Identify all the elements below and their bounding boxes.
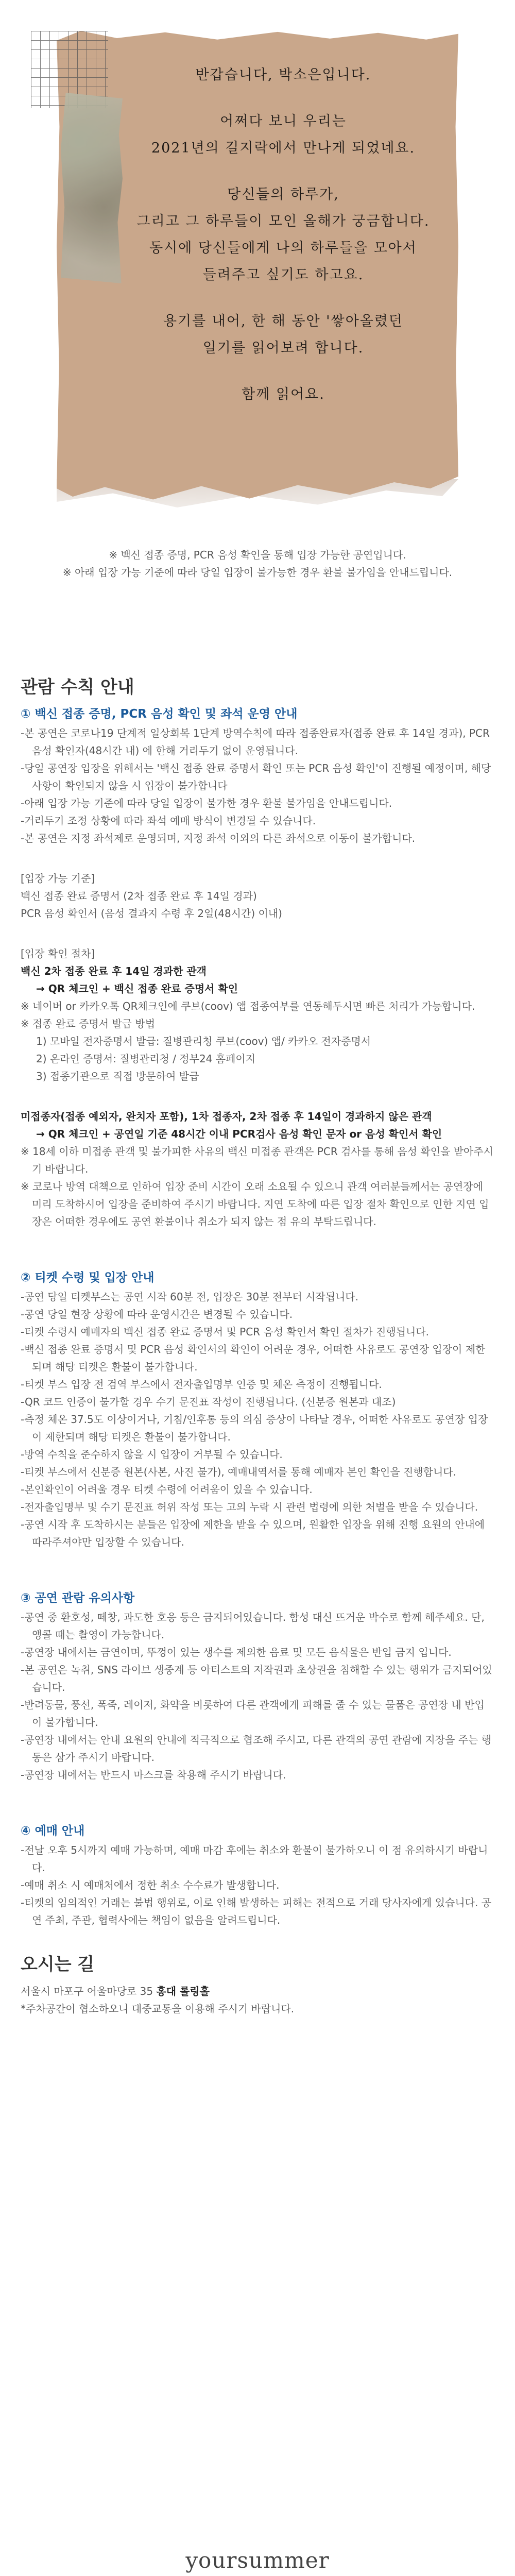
rule-item: -측정 체온 37.5도 이상이거나, 기침/인후통 등의 의심 증상이 나타날 경우, 어떠한 사유로도 공연장 입장이 제한되며 해당 티켓은 환불이 불가합니다. bbox=[21, 1413, 488, 1443]
rule-item: -QR 코드 인증이 불가할 경우 수기 문진표 작성이 진행됩니다. (신분증 원본과 대조) bbox=[21, 1396, 396, 1408]
torn-photo-decoration bbox=[61, 93, 123, 283]
entry-criteria-title: [입장 가능 기준] bbox=[21, 872, 95, 885]
venue-name: 홍대 롤링홀 bbox=[156, 1985, 210, 1997]
rule-item: -당일 공연장 입장을 위해서는 '백신 접종 완료 증명서 확인 또는 PCR 음성 확인'이 진행될 예정이며, 해당 사항이 확인되지 않을 시 입장이 불가합니다 bbox=[21, 762, 491, 792]
letter-line: 반갑습니다, 박소은입니다. bbox=[195, 67, 371, 83]
rule-item: -공연장 내에서는 안내 요원의 안내에 적극적으로 협조해 주시고, 다른 관객의 공연 관람에 지장을 주는 행동은 삼가 주시기 바랍니다. bbox=[21, 1734, 492, 1764]
letter-line: 동시에 당신들에게 나의 하루들을 모아서 bbox=[149, 240, 417, 256]
procedure-note: ※ 18세 이하 미접종 관객 및 불가피한 사유의 백신 미접종 관객은 PCR 검사를 통해 음성 확인을 받아주시기 바랍니다. bbox=[21, 1145, 494, 1175]
letter-line: 들려주고 싶기도 하고요. bbox=[202, 267, 364, 283]
hero-letter-image bbox=[0, 0, 515, 536]
entry-notice bbox=[0, 546, 515, 581]
letter-paragraph bbox=[129, 108, 438, 162]
letter-line: 당신들의 하루가, bbox=[227, 187, 339, 202]
rule-item: -공연장 내에서는 반드시 마스크를 착용해 주시기 바랍니다. bbox=[21, 1769, 286, 1781]
notice-line: ※ 아래 입장 가능 기준에 따라 당일 입장이 불가능한 경우 환불 불가임을 안내드립니다. bbox=[62, 566, 453, 579]
rule-item: -티켓 부스에서 신분증 원본(사본, 사진 불가), 예매내역서를 통해 예매자 본인 확인을 진행합니다. bbox=[21, 1466, 456, 1478]
letter-paragraph bbox=[129, 181, 438, 289]
letter-line: 용기를 내어, 한 해 동안 '쌓아올렸던 bbox=[163, 313, 404, 329]
section-4-title: ④ 예매 안내 bbox=[21, 1824, 85, 1838]
procedure-method: 1) 모바일 전자증명서 발급: 질병관리청 쿠브(coov) 앱/ 카카오 전자증명서 bbox=[36, 1035, 371, 1047]
viewing-rules bbox=[21, 675, 494, 2018]
section-1-title: ① 백신 접종 증명, PCR 음성 확인 및 좌석 운영 안내 bbox=[21, 707, 298, 721]
procedure-method: 3) 접종기관으로 직접 방문하여 발급 bbox=[36, 1070, 199, 1082]
letter-line: 그리고 그 하루들이 모인 올해가 궁금합니다. bbox=[136, 213, 430, 229]
letter-line: 일기를 읽어보려 합니다. bbox=[202, 340, 364, 356]
section-2-title: ② 티켓 수령 및 입장 안내 bbox=[21, 1271, 154, 1284]
letter-line: 2021년의 길지락에서 만나게 되었네요. bbox=[151, 140, 416, 156]
address-text: 서울시 마포구 어울마당로 35 bbox=[21, 1985, 157, 1997]
entry-criteria-item: 백신 접종 완료 증명서 (2차 접종 완료 후 14일 경과) bbox=[21, 890, 257, 902]
rule-item: -방역 수칙을 준수하지 않을 시 입장이 거부될 수 있습니다. bbox=[21, 1448, 283, 1461]
section-3-title: ③ 공연 관람 유의사항 bbox=[21, 1591, 135, 1605]
rule-item: -공연 당일 현장 상황에 따라 운영시간은 변경될 수 있습니다. bbox=[21, 1308, 293, 1320]
letter-line: 어쩌다 보니 우리는 bbox=[220, 113, 347, 129]
rule-item: -티켓 수령시 예매자의 백신 접종 완료 증명서 및 PCR 음성 확인서 확인 절차가 진행됩니다. bbox=[21, 1326, 430, 1338]
rule-item: -본 공연은 지정 좌석제로 운영되며, 지정 좌석 이외의 다른 좌석으로 이동이 불가합니다. bbox=[21, 832, 416, 844]
rule-item: -반려동물, 풍선, 폭죽, 레이저, 화약을 비롯하여 다른 관객에게 피해를 줄 수 있는 물품은 공연장 내 반입이 불가합니다. bbox=[21, 1699, 485, 1728]
rules-title: 관람 수칙 안내 bbox=[21, 677, 134, 698]
letter-paragraph bbox=[129, 62, 438, 89]
rule-item: -공연 당일 티켓부스는 공연 시작 60분 전, 입장은 30분 전부터 시작됩니다. bbox=[21, 1291, 359, 1303]
rule-item: -공연 시작 후 도착하시는 분들은 입장에 제한을 받을 수 있으며, 원활한 입장을 위해 진행 요원의 안내에 따라주셔야만 입장할 수 있습니다. bbox=[21, 1518, 485, 1548]
procedure-note: ※ 코로나 방역 대책으로 인하여 입장 준비 시간이 오래 소요될 수 있으니 관객 여러분들께서는 공연장에 미리 도착하시어 입장을 준비하여 주시기 바랍니다. 지연 도착에 따른 입장 절차 확인으로 인한 지연 입장은 어떠한 경우에도 공연 환불이나 취소가 되지 않는 점 유의 부탁드립니다. bbox=[21, 1180, 489, 1228]
rule-item: -예매 취소 시 예매처에서 정한 취소 수수료가 발생합니다. bbox=[21, 1879, 280, 1891]
procedure-strong-line: 백신 2차 접종 완료 후 14일 경과한 관객 bbox=[21, 965, 207, 977]
parking-note: *주차공간이 협소하오니 대중교통을 이용해 주시기 바랍니다. bbox=[21, 2003, 295, 2015]
rule-item: -공연장 내에서는 금연이며, 뚜껑이 있는 생수를 제외한 음료 및 모든 음식물은 반입 금지 입니다. bbox=[21, 1646, 452, 1658]
procedure-strong-line: → QR 체크인 + 공연일 기준 48시간 이내 PCR검사 음성 확인 문자 or 음성 확인서 확인 bbox=[36, 1128, 442, 1140]
procedure-note: ※ 네이버 or 카카오톡 QR체크인에 쿠브(coov) 앱 접종여부를 연동해두시면 빠른 처리가 가능합니다. bbox=[21, 1000, 475, 1012]
rule-item: -본인확인이 어려울 경우 티켓 수령에 어려움이 있을 수 있습니다. bbox=[21, 1483, 313, 1496]
entry-procedure-title: [입장 확인 절차] bbox=[21, 947, 95, 960]
rule-item: -전자출입명부 및 수기 문진표 허위 작성 또는 고의 누락 시 관련 법령에 의한 처벌을 받을 수 있습니다. bbox=[21, 1501, 478, 1513]
rule-item: -티켓 부스 입장 전 검역 부스에서 전자출입명부 인증 및 체온 측정이 진행됩니다. bbox=[21, 1378, 382, 1391]
letter-paragraph bbox=[129, 308, 438, 362]
procedure-strong-line: 미접종자(접종 예외자, 완치자 포함), 1차 접종자, 2차 접종 후 14일이 경과하지 않은 관객 bbox=[21, 1110, 432, 1123]
directions-title: 오시는 길 bbox=[21, 1954, 95, 1975]
rule-item: -티켓의 임의적인 거래는 불법 행위로, 이로 인해 발생하는 피해는 전적으로 거래 당사자에게 있습니다. 공연 주최, 주관, 협력사에는 책임이 없음을 알려드립니다. bbox=[21, 1896, 492, 1926]
rule-item: -본 공연은 코로나19 단계적 일상회복 1단계 방역수칙에 따라 접종완료자(접종 완료 후 14일 경과), PCR 음성 확인자(48시간 내) 에 한해 거리두기 없이 운영됩니다. bbox=[21, 727, 490, 757]
letter-paragraph bbox=[129, 381, 438, 408]
entry-criteria-item: PCR 음성 확인서 (음성 결과지 수령 후 2일(48시간) 이내) bbox=[21, 907, 282, 920]
procedure-note: ※ 접종 완료 증명서 발급 방법 bbox=[21, 1018, 156, 1030]
venue-address bbox=[21, 1982, 494, 2000]
rule-item: -공연 중 환호성, 떼창, 과도한 호응 등은 금지되어있습니다. 함성 대신 뜨거운 박수로 함께 해주세요. 단, 앵콜 때는 촬영이 가능합니다. bbox=[21, 1611, 485, 1641]
rule-item: -아래 입장 가능 기준에 따라 당일 입장이 불가한 경우 환불 불가임을 안내드립니다. bbox=[21, 797, 392, 809]
rule-item: -전날 오후 5시까지 예매 가능하며, 예매 마감 후에는 취소와 환불이 불가하오니 이 점 유의하시기 바랍니다. bbox=[21, 1844, 488, 1874]
rule-item: -거리두기 조정 상황에 따라 좌석 예매 방식이 변경될 수 있습니다. bbox=[21, 815, 316, 827]
notice-line: ※ 백신 접종 증명, PCR 음성 확인을 통해 입장 가능한 공연입니다. bbox=[109, 549, 406, 561]
yoursummer-logo: yoursummer bbox=[185, 2548, 330, 2573]
rule-item: -본 공연은 녹취, SNS 라이브 생중계 등 아티스트의 저작권과 초상권을 침해할 수 있는 행위가 금지되어있습니다. bbox=[21, 1664, 492, 1693]
rule-item: -백신 접종 완료 증명서 및 PCR 음성 확인서의 확인이 어려운 경우, 어떠한 사유로도 공연장 입장이 제한되며 해당 티켓은 환불이 불가합니다. bbox=[21, 1343, 486, 1373]
letter-line: 함께 읽어요. bbox=[242, 386, 325, 402]
procedure-method: 2) 온라인 증명서: 질병관리청 / 정부24 홈페이지 bbox=[36, 1053, 256, 1065]
handwritten-letter bbox=[129, 62, 438, 428]
procedure-strong-line: → QR 체크인 + 백신 접종 완료 증명서 확인 bbox=[36, 982, 238, 995]
